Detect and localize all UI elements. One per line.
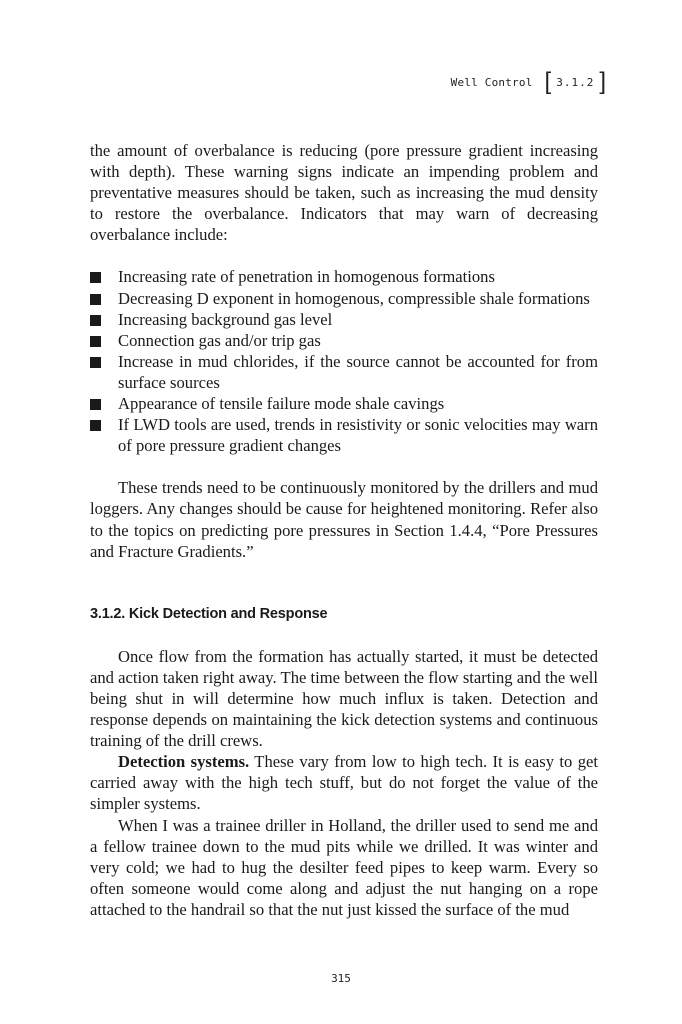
list-item (90, 351, 598, 393)
list-item (90, 393, 598, 414)
detection-systems-text: These vary from low to high tech. It is easy to get carried away with the high tech stuff, but do not forget the value of the simpler systems. (90, 752, 598, 814)
list-item-text: Increase in mud chlorides, if the source cannot be accounted for from surface sources (118, 351, 598, 392)
list-item-text: If LWD tools are used, trends in resistivity or sonic velocities may warn of pore pressure gradient changes (118, 415, 598, 456)
list-item-text: Decreasing D exponent in homogenous, compressible shale formations (118, 288, 590, 308)
kick-paragraph: Once flow from the formation has actually started, it must be detected and action taken right away. The time between the flow starting and the well being shut in will determine how much influx is taken. Detection and response depends on maintaining the kick detection systems and continuous training of the drill crews. (90, 646, 598, 751)
square-bullet-icon (90, 420, 101, 431)
list-item (90, 330, 598, 351)
trainee-anecdote-paragraph: When I was a trainee driller in Holland, the driller used to send me and a fellow trainee down to the mud pits while we drilled. It was winter and very cold; we had to hug the desilter feed pipes to keep warm. Every so often someone would come along and adjust the nut hanging on a rope attached to the handrail so that the nut just kissed the surface of the mud (90, 815, 598, 919)
list-item (90, 414, 598, 456)
square-bullet-icon (90, 357, 101, 368)
running-head (451, 70, 606, 94)
close-bracket: ] (599, 68, 606, 95)
running-head-section-number: 3.1.2 (556, 75, 595, 89)
square-bullet-icon (90, 315, 101, 326)
list-item-text: Increasing rate of penetration in homogenous formations (118, 267, 495, 287)
trends-paragraph: These trends need to be continuously monitored by the drillers and mud loggers. Any changes should be cause for heightened monitoring. Refer also to the topics on predicting pore pressures in Section 1.4.4, “Pore Pressures and Fracture Gradients.” (90, 478, 598, 561)
list-item-text: Appearance of tensile failure mode shale cavings (118, 394, 445, 414)
run-in-heading: Detection systems. (118, 752, 250, 772)
list-item-text: Connection gas and/or trip gas (118, 330, 321, 350)
square-bullet-icon (90, 272, 101, 283)
intro-paragraph: the amount of overbalance is reducing (pore pressure gradient increasing with depth). These warning signs indicate an impending problem and preventative measures should be taken, such as increasing the mud density to restore the overbalance. Indicators that may warn of decreasing overbalance include: (90, 141, 598, 245)
list-item-text: Increasing background gas level (118, 309, 333, 329)
list-item (90, 309, 598, 330)
detection-systems-paragraph (90, 751, 598, 814)
indicator-list (90, 266, 598, 456)
list-item (90, 266, 598, 287)
page-number: 315 (331, 972, 351, 985)
square-bullet-icon (90, 294, 101, 305)
list-item (90, 288, 598, 309)
section-heading: 3.1.2. Kick Detection and Response (90, 605, 328, 622)
square-bullet-icon (90, 336, 101, 347)
running-head-title: Well Control (450, 75, 533, 89)
open-bracket: [ (544, 68, 552, 95)
square-bullet-icon (90, 399, 101, 410)
body-text (90, 140, 598, 920)
